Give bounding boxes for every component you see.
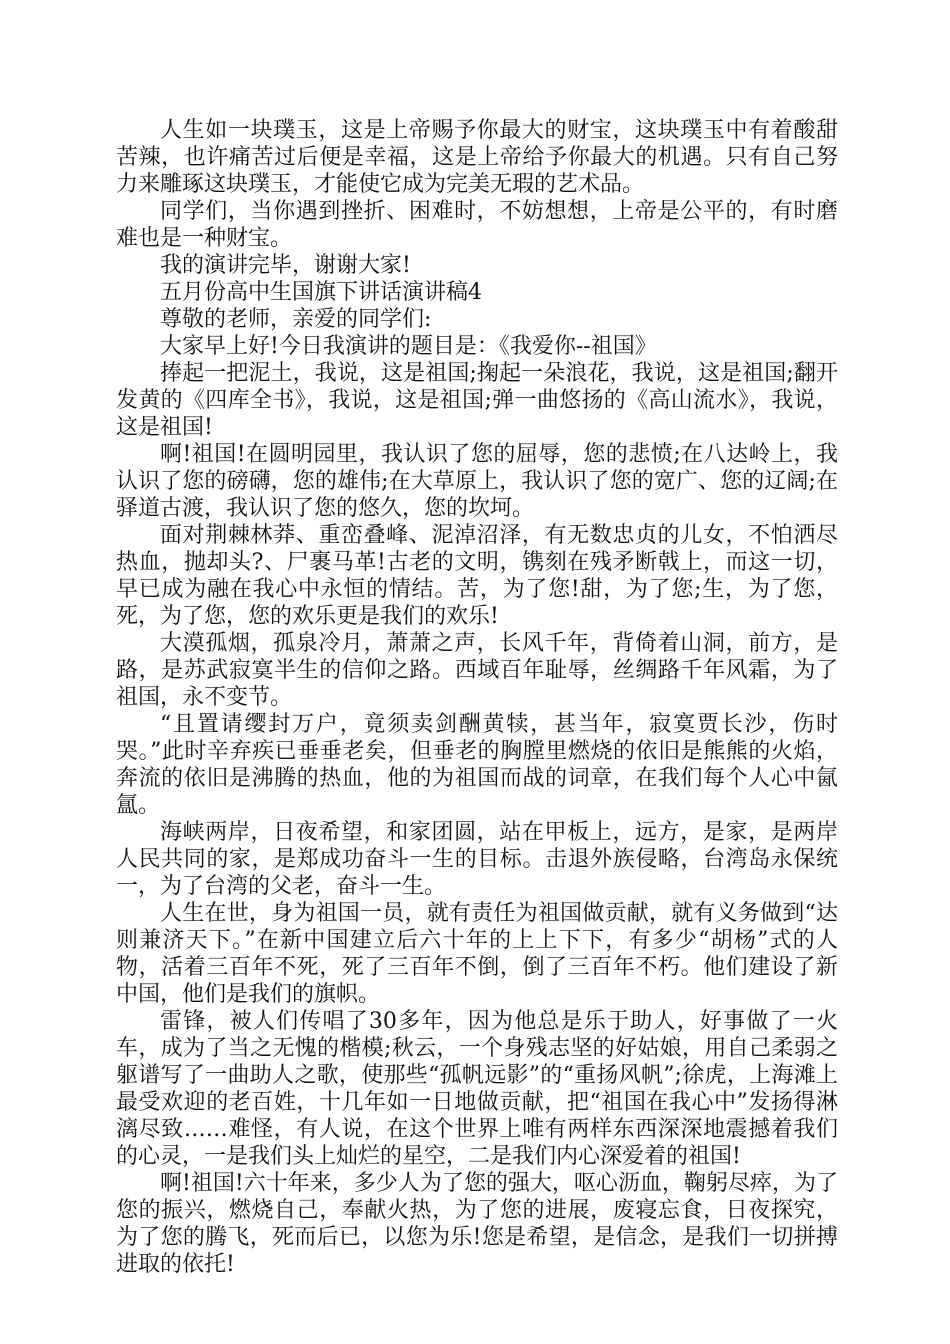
paragraph-duty: 人生在世，身为祖国一员，就有责任为祖国做贡献，就有义务做到“达则兼济天下。”在新中国建立后六十年的上上下下，有多少“胡杨”式的人物，活着三百年不死，死了三百年不倒，倒了三百年不朽。他们建设了新中国，他们是我们的旗帜。 xyxy=(116,901,838,1007)
paragraph-zhengchenggong: 海峡两岸，日夜希望，和家团圆，站在甲板上，远方，是家，是两岸人民共同的家，是郑成功奋斗一生的目标。击退外族侵略，台湾岛永保统一，为了台湾的父老，奋斗一生。 xyxy=(116,820,838,899)
salutation: 尊敬的老师，亲爱的同学们: xyxy=(160,307,432,332)
paragraph-suwu: 大漠孤烟，孤泉冷月，萧萧之声，长风千年，背倚着山洞，前方，是路，是苏武寂寞半生的信仰之路。西域百年耻辱，丝绸路千年风霜，为了祖国，永不变节。 xyxy=(116,631,838,710)
paragraph-motherland: 捧起一把泥土，我说，这是祖国;掬起一朵浪花，我说，这是祖国;翻开发黄的《四库全书》，我说，这是祖国;弹一曲悠扬的《高山流水》，我说，这是祖国! xyxy=(116,361,838,440)
paragraph-yuanmingyuan: 啊!祖国!在圆明园里，我认识了您的屈辱，您的悲愤;在八达岭上，我认识了您的磅礴，您的雄伟;在大草原上，我认识了您的宽广、您的辽阔;在驿道古渡，我认识了您的悠久，您的坎坷。 xyxy=(116,442,838,521)
paragraph-xinqiji: “且置请缨封万户，竟须卖剑酬黄犊，甚当年，寂寞贾长沙，伤时哭。”此时辛弃疾已垂垂老矣，但垂老的胸膛里燃烧的依旧是熊熊的火焰，奔流的依旧是沸腾的热血，他的为祖国而战的词章，在我们每个人心中氤氲。 xyxy=(116,712,838,818)
paragraph-treasure: 人生如一块璞玉，这是上帝赐予你最大的财宝，这块璞玉中有着酸甜苦辣，也许痛苦过后便是幸福，这是上帝给予你最大的机遇。只有自己努力来雕琢这块璞玉，才能使它成为完美无瑕的艺术品。 xyxy=(116,118,838,197)
paragraph-greeting: 大家早上好!今日我演讲的题目是：《我爱你--祖国》 xyxy=(160,334,657,359)
speech-title: 五月份高中生国旗下讲话演讲稿4 xyxy=(160,280,482,305)
paragraph-classmates: 同学们，当你遇到挫折、困难时，不妨想想，上帝是公平的，有时磨难也是一种财宝。 xyxy=(116,199,838,251)
document-page xyxy=(116,117,838,1278)
paragraph-leifeng: 雷锋，被人们传唱了30多年，因为他总是乐于助人，好事做了一火车，成为了当之无愧的楷模;秋云，一个身残志坚的好姑娘，用自己柔弱之躯谱写了一曲助人之歌，使那些“孤帆远影”的“重扬风帆”;徐虎，上海滩上最受欢迎的老百姓，十几年如一日地做贡献，把“祖国在我心中”发扬得淋漓尽致……难怪，有人说，在这个世界上唯有两样东西深深地震撼着我们的心灵，一是我们头上灿烂的星空，二是我们内心深爱着的祖国! xyxy=(116,1009,838,1169)
paragraph-heroes: 面对荆棘林莽、重峦叠峰、泥淖沼泽，有无数忠贞的儿女，不怕洒尽热血，抛却头?、尸裹马革!古老的文明，镌刻在残矛断戟上，而这一切，早已成为融在我心中永恒的情结。苦，为了您!甜，为了您;生，为了您，死，为了您，您的欢乐更是我们的欢乐! xyxy=(116,523,838,629)
paragraph-closing: 我的演讲完毕，谢谢大家! xyxy=(160,253,411,278)
paragraph-sixty-years: 啊!祖国!六十年来，多少人为了您的强大，呕心沥血，鞠躬尽瘁，为了您的振兴，燃烧自己，奉献火热，为了您的进展，废寝忘食，日夜探究，为了您的腾飞，死而后已，以您为乐!您是希望，是信念，是我们一切拼搏进取的依托! xyxy=(116,1171,838,1277)
